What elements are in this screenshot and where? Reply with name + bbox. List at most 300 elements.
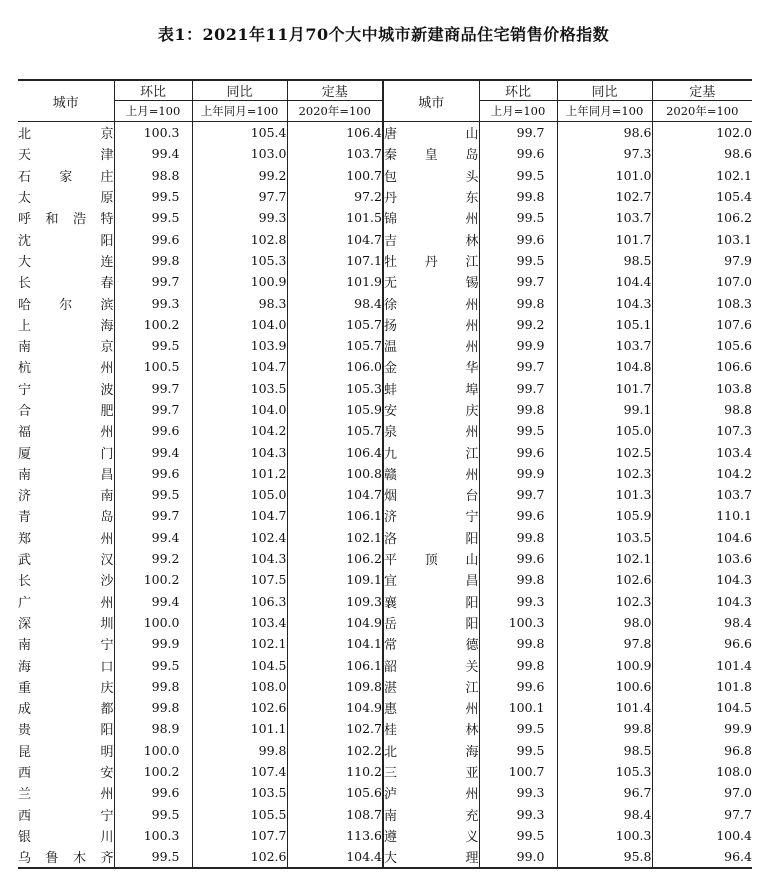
city-cell-right: 济宁	[383, 505, 479, 526]
city-cell-right: 岳阳	[383, 612, 479, 633]
fixed-cell-right: 97.0	[652, 782, 752, 803]
mom-cell-right: 99.6	[479, 548, 557, 569]
yoy-cell-left: 103.5	[192, 782, 287, 803]
yoy-cell-right: 103.5	[557, 527, 652, 548]
mom-cell-left: 99.4	[114, 143, 192, 164]
table-title: 表1：2021年11月70个大中城市新建商品住宅销售价格指数	[157, 25, 610, 44]
table-row	[18, 484, 752, 505]
yoy-cell-left: 104.0	[192, 314, 287, 335]
city-cell-right: 洛阳	[383, 527, 479, 548]
table-row	[18, 399, 752, 420]
mom-cell-left: 99.9	[114, 633, 192, 654]
yoy-cell-right: 104.3	[557, 292, 652, 313]
fixed-cell-left: 102.7	[287, 718, 383, 739]
fixed-cell-right: 96.6	[652, 633, 752, 654]
city-cell-right: 无锡	[383, 271, 479, 292]
fixed-subheader-left: 2020年=100	[287, 101, 383, 122]
mom-cell-right: 99.8	[479, 186, 557, 207]
yoy-cell-right: 98.6	[557, 122, 652, 144]
yoy-cell-right: 102.3	[557, 463, 652, 484]
mom-cell-right: 99.8	[479, 527, 557, 548]
city-cell-left: 北京	[18, 127, 114, 143]
fixed-cell-left: 107.1	[287, 250, 383, 271]
yoy-cell-left: 97.7	[192, 186, 287, 207]
fixed-cell-right: 107.0	[652, 271, 752, 292]
table-row	[18, 356, 752, 377]
fixed-cell-right: 104.3	[652, 591, 752, 612]
mom-cell-left: 98.9	[114, 718, 192, 739]
city-cell-left: 宁波	[18, 382, 114, 398]
city-cell-right: 锦州	[383, 207, 479, 228]
city-cell-left: 贵阳	[18, 723, 114, 739]
yoy-cell-left: 103.4	[192, 612, 287, 633]
table-row	[18, 420, 752, 441]
city-cell-right: 徐州	[383, 292, 479, 313]
table-row	[18, 676, 752, 697]
table-row	[18, 718, 752, 739]
city-cell-left: 厦门	[18, 446, 114, 462]
city-cell-right: 牡丹江	[383, 250, 479, 271]
city-cell-left: 福州	[18, 425, 114, 441]
yoy-cell-left: 103.5	[192, 378, 287, 399]
mom-cell-left: 99.6	[114, 420, 192, 441]
fixed-cell-left: 105.9	[287, 399, 383, 420]
fixed-cell-left: 105.3	[287, 378, 383, 399]
yoy-cell-left: 104.5	[192, 654, 287, 675]
price-index-table	[18, 79, 752, 869]
mom-subheader-left: 上月=100	[114, 101, 192, 122]
mom-cell-left: 99.6	[114, 782, 192, 803]
fixed-cell-right: 96.8	[652, 740, 752, 761]
mom-cell-right: 99.5	[479, 165, 557, 186]
mom-cell-left: 99.6	[114, 228, 192, 249]
yoy-cell-right: 101.7	[557, 378, 652, 399]
fixed-cell-right: 97.7	[652, 804, 752, 825]
mom-cell-left: 99.3	[114, 292, 192, 313]
fixed-cell-left: 104.4	[287, 846, 383, 868]
fixed-cell-left: 106.4	[287, 122, 383, 144]
yoy-cell-right: 104.4	[557, 271, 652, 292]
table-row	[18, 548, 752, 569]
table-row	[18, 335, 752, 356]
mom-cell-left: 99.5	[114, 186, 192, 207]
mom-cell-right: 99.9	[479, 463, 557, 484]
yoy-cell-right: 103.7	[557, 335, 652, 356]
mom-cell-right: 99.8	[479, 569, 557, 590]
mom-subheader-right: 上月=100	[479, 101, 557, 122]
city-cell-left: 南京	[18, 340, 114, 356]
fixed-cell-left: 98.4	[287, 292, 383, 313]
city-cell-right: 赣州	[383, 463, 479, 484]
fixed-cell-left: 104.9	[287, 612, 383, 633]
yoy-cell-left: 102.6	[192, 846, 287, 868]
city-cell-left: 天津	[18, 148, 114, 164]
yoy-cell-right: 100.6	[557, 676, 652, 697]
mom-cell-left: 99.2	[114, 548, 192, 569]
city-cell-left: 西宁	[18, 808, 114, 824]
yoy-cell-right: 102.5	[557, 441, 652, 462]
yoy-cell-left: 103.9	[192, 335, 287, 356]
mom-cell-right: 99.5	[479, 718, 557, 739]
yoy-subheader-left: 上年同月=100	[192, 101, 287, 122]
fixed-cell-left: 100.7	[287, 165, 383, 186]
fixed-cell-left: 102.2	[287, 740, 383, 761]
mom-cell-left: 100.0	[114, 612, 192, 633]
fixed-cell-left: 101.9	[287, 271, 383, 292]
city-cell-left: 广州	[18, 595, 114, 611]
mom-cell-right: 100.1	[479, 697, 557, 718]
mom-cell-right: 99.7	[479, 122, 557, 144]
mom-cell-right: 99.3	[479, 782, 557, 803]
fixed-cell-right: 98.8	[652, 399, 752, 420]
mom-cell-right: 99.0	[479, 846, 557, 868]
fixed-cell-left: 97.2	[287, 186, 383, 207]
city-cell-right: 秦皇岛	[383, 143, 479, 164]
yoy-cell-left: 107.7	[192, 825, 287, 846]
fixed-cell-left: 106.1	[287, 654, 383, 675]
fixed-cell-left: 109.1	[287, 569, 383, 590]
mom-cell-right: 99.6	[479, 143, 557, 164]
mom-cell-right: 99.8	[479, 399, 557, 420]
fixed-cell-right: 100.4	[652, 825, 752, 846]
yoy-cell-left: 104.2	[192, 420, 287, 441]
city-cell-left: 太原	[18, 191, 114, 207]
fixed-cell-right: 105.6	[652, 335, 752, 356]
city-cell-left: 昆明	[18, 744, 114, 760]
yoy-cell-left: 98.3	[192, 292, 287, 313]
city-header-right: 城市	[383, 80, 479, 122]
fixed-cell-right: 106.2	[652, 207, 752, 228]
mom-cell-left: 99.8	[114, 676, 192, 697]
mom-cell-right: 100.3	[479, 612, 557, 633]
fixed-cell-left: 100.8	[287, 463, 383, 484]
yoy-cell-left: 102.8	[192, 228, 287, 249]
yoy-cell-right: 101.7	[557, 228, 652, 249]
yoy-cell-left: 102.6	[192, 697, 287, 718]
city-cell-right: 大理	[383, 846, 479, 868]
city-cell-left: 兰州	[18, 787, 114, 803]
fixed-cell-left: 109.8	[287, 676, 383, 697]
city-cell-left: 上海	[18, 318, 114, 334]
mom-cell-left: 99.5	[114, 804, 192, 825]
mom-cell-right: 99.6	[479, 505, 557, 526]
mom-cell-right: 99.7	[479, 271, 557, 292]
mom-cell-right: 99.9	[479, 335, 557, 356]
city-cell-right: 桂林	[383, 718, 479, 739]
table-row	[18, 250, 752, 271]
table-row	[18, 527, 752, 548]
mom-header-right: 环比	[479, 80, 557, 101]
yoy-cell-right: 97.3	[557, 143, 652, 164]
city-cell-left: 呼和浩特	[18, 212, 114, 228]
fixed-cell-right: 102.1	[652, 165, 752, 186]
fixed-cell-right: 103.8	[652, 378, 752, 399]
yoy-cell-right: 95.8	[557, 846, 652, 868]
fixed-cell-left: 101.5	[287, 207, 383, 228]
mom-cell-left: 99.5	[114, 484, 192, 505]
fixed-cell-right: 104.5	[652, 697, 752, 718]
city-cell-left: 石家庄	[18, 169, 114, 185]
mom-cell-left: 99.7	[114, 399, 192, 420]
mom-cell-right: 99.5	[479, 207, 557, 228]
table-row	[18, 463, 752, 484]
table-row	[18, 591, 752, 612]
city-cell-right: 襄阳	[383, 591, 479, 612]
city-cell-right: 金华	[383, 356, 479, 377]
mom-cell-left: 99.7	[114, 505, 192, 526]
city-cell-left: 长沙	[18, 574, 114, 590]
fixed-cell-left: 105.6	[287, 782, 383, 803]
city-cell-left: 青岛	[18, 510, 114, 526]
city-cell-right: 九江	[383, 441, 479, 462]
city-cell-right: 遵义	[383, 825, 479, 846]
table-row	[18, 569, 752, 590]
mom-cell-left: 100.3	[114, 122, 192, 144]
mom-cell-left: 99.6	[114, 463, 192, 484]
city-cell-right: 常德	[383, 633, 479, 654]
fixed-cell-right: 98.4	[652, 612, 752, 633]
mom-cell-right: 99.6	[479, 676, 557, 697]
fixed-cell-right: 97.9	[652, 250, 752, 271]
mom-cell-left: 100.2	[114, 761, 192, 782]
yoy-cell-right: 102.6	[557, 569, 652, 590]
table-row	[18, 633, 752, 654]
yoy-cell-right: 98.5	[557, 250, 652, 271]
city-cell-right: 烟台	[383, 484, 479, 505]
fixed-cell-left: 108.7	[287, 804, 383, 825]
fixed-subheader-right: 2020年=100	[652, 101, 752, 122]
mom-header-left: 环比	[114, 80, 192, 101]
city-cell-right: 泉州	[383, 420, 479, 441]
yoy-cell-right: 98.5	[557, 740, 652, 761]
fixed-cell-left: 113.6	[287, 825, 383, 846]
city-cell-left: 武汉	[18, 553, 114, 569]
table-row	[18, 186, 752, 207]
city-cell-right: 吉林	[383, 228, 479, 249]
fixed-cell-right: 103.1	[652, 228, 752, 249]
mom-cell-left: 99.4	[114, 441, 192, 462]
yoy-cell-right: 105.9	[557, 505, 652, 526]
city-cell-right: 北海	[383, 740, 479, 761]
yoy-header-right: 同比	[557, 80, 652, 101]
yoy-cell-left: 105.5	[192, 804, 287, 825]
fixed-cell-right: 101.8	[652, 676, 752, 697]
yoy-cell-right: 101.3	[557, 484, 652, 505]
city-cell-left: 南宁	[18, 638, 114, 654]
mom-cell-left: 99.5	[114, 207, 192, 228]
table-row	[18, 207, 752, 228]
mom-cell-right: 99.3	[479, 591, 557, 612]
yoy-cell-right: 99.8	[557, 718, 652, 739]
fixed-cell-right: 107.3	[652, 420, 752, 441]
mom-cell-right: 99.7	[479, 378, 557, 399]
yoy-cell-right: 103.7	[557, 207, 652, 228]
mom-cell-left: 99.5	[114, 846, 192, 868]
city-cell-left: 南昌	[18, 467, 114, 483]
mom-cell-left: 100.5	[114, 356, 192, 377]
yoy-cell-right: 102.1	[557, 548, 652, 569]
mom-cell-left: 99.4	[114, 527, 192, 548]
city-cell-right: 扬州	[383, 314, 479, 335]
city-cell-right: 平顶山	[383, 548, 479, 569]
fixed-cell-left: 106.0	[287, 356, 383, 377]
city-cell-left: 长春	[18, 276, 114, 292]
mom-cell-left: 100.3	[114, 825, 192, 846]
yoy-cell-right: 99.1	[557, 399, 652, 420]
fixed-cell-right: 96.4	[652, 846, 752, 868]
fixed-cell-left: 106.4	[287, 441, 383, 462]
city-cell-right: 南充	[383, 804, 479, 825]
city-cell-left: 银川	[18, 829, 114, 845]
fixed-cell-right: 104.2	[652, 463, 752, 484]
yoy-cell-left: 102.1	[192, 633, 287, 654]
city-cell-left: 哈尔滨	[18, 297, 114, 313]
yoy-cell-right: 98.4	[557, 804, 652, 825]
city-cell-right: 三亚	[383, 761, 479, 782]
yoy-cell-left: 104.7	[192, 356, 287, 377]
city-cell-left: 西安	[18, 766, 114, 782]
city-cell-left: 成都	[18, 702, 114, 718]
city-cell-left: 济南	[18, 489, 114, 505]
fixed-cell-left: 105.7	[287, 335, 383, 356]
city-cell-right: 韶关	[383, 654, 479, 675]
mom-cell-left: 100.2	[114, 569, 192, 590]
fixed-cell-left: 102.1	[287, 527, 383, 548]
table-row	[18, 804, 752, 825]
table-row	[18, 654, 752, 675]
yoy-cell-left: 106.3	[192, 591, 287, 612]
city-cell-left: 合肥	[18, 404, 114, 419]
mom-cell-right: 99.7	[479, 484, 557, 505]
fixed-cell-right: 99.9	[652, 718, 752, 739]
fixed-cell-right: 108.3	[652, 292, 752, 313]
table-row	[18, 441, 752, 462]
table-row	[18, 740, 752, 761]
yoy-cell-left: 107.5	[192, 569, 287, 590]
yoy-cell-left: 99.8	[192, 740, 287, 761]
fixed-cell-left: 110.2	[287, 761, 383, 782]
mom-cell-right: 99.6	[479, 441, 557, 462]
fixed-cell-right: 103.6	[652, 548, 752, 569]
fixed-header-left: 定基	[287, 80, 383, 101]
table-row	[18, 697, 752, 718]
fixed-cell-left: 104.7	[287, 228, 383, 249]
city-cell-left: 大连	[18, 254, 114, 270]
fixed-cell-right: 104.6	[652, 527, 752, 548]
fixed-cell-right: 103.7	[652, 484, 752, 505]
city-cell-right: 包头	[383, 165, 479, 186]
city-cell-left: 沈阳	[18, 233, 114, 249]
mom-cell-right: 99.5	[479, 825, 557, 846]
yoy-cell-left: 108.0	[192, 676, 287, 697]
table-row	[18, 143, 752, 164]
yoy-cell-left: 105.0	[192, 484, 287, 505]
yoy-cell-right: 105.0	[557, 420, 652, 441]
yoy-cell-left: 104.3	[192, 548, 287, 569]
fixed-cell-right: 102.0	[652, 122, 752, 144]
table-body	[18, 122, 752, 869]
city-cell-left: 杭州	[18, 361, 114, 377]
fixed-cell-left: 103.7	[287, 143, 383, 164]
yoy-cell-left: 100.9	[192, 271, 287, 292]
city-cell-right: 湛江	[383, 676, 479, 697]
fixed-cell-left: 104.7	[287, 484, 383, 505]
mom-cell-left: 100.0	[114, 740, 192, 761]
yoy-cell-left: 101.1	[192, 718, 287, 739]
yoy-subheader-right: 上年同月=100	[557, 101, 652, 122]
table-row	[18, 505, 752, 526]
mom-cell-right: 100.7	[479, 761, 557, 782]
yoy-cell-right: 100.3	[557, 825, 652, 846]
table-row	[18, 314, 752, 335]
table-row	[18, 761, 752, 782]
city-cell-left: 郑州	[18, 531, 114, 547]
mom-cell-right: 99.8	[479, 633, 557, 654]
fixed-cell-right: 110.1	[652, 505, 752, 526]
yoy-cell-right: 104.8	[557, 356, 652, 377]
table-row	[18, 292, 752, 313]
mom-cell-left: 99.7	[114, 378, 192, 399]
mom-cell-right: 99.7	[479, 356, 557, 377]
city-cell-right: 蚌埠	[383, 378, 479, 399]
mom-cell-right: 99.5	[479, 420, 557, 441]
mom-cell-left: 99.8	[114, 697, 192, 718]
mom-cell-right: 99.8	[479, 292, 557, 313]
yoy-cell-right: 100.9	[557, 654, 652, 675]
fixed-cell-left: 109.3	[287, 591, 383, 612]
mom-cell-right: 99.5	[479, 740, 557, 761]
table-row	[18, 846, 752, 868]
yoy-cell-right: 96.7	[557, 782, 652, 803]
fixed-cell-left: 106.1	[287, 505, 383, 526]
yoy-cell-left: 102.4	[192, 527, 287, 548]
yoy-header-left: 同比	[192, 80, 287, 101]
yoy-cell-right: 105.1	[557, 314, 652, 335]
fixed-header-right: 定基	[652, 80, 752, 101]
fixed-cell-right: 105.4	[652, 186, 752, 207]
fixed-cell-right: 108.0	[652, 761, 752, 782]
yoy-cell-right: 97.8	[557, 633, 652, 654]
city-cell-right: 安庆	[383, 399, 479, 420]
city-cell-left: 深圳	[18, 616, 114, 632]
table-row	[18, 612, 752, 633]
fixed-cell-left: 105.7	[287, 420, 383, 441]
table-row	[18, 378, 752, 399]
mom-cell-left: 99.4	[114, 591, 192, 612]
yoy-cell-left: 104.0	[192, 399, 287, 420]
fixed-cell-right: 107.6	[652, 314, 752, 335]
yoy-cell-right: 101.4	[557, 697, 652, 718]
city-cell-left: 海口	[18, 659, 114, 675]
table-row	[18, 271, 752, 292]
mom-cell-left: 100.2	[114, 314, 192, 335]
yoy-cell-left: 105.4	[192, 122, 287, 144]
fixed-cell-right: 98.6	[652, 143, 752, 164]
yoy-cell-left: 103.0	[192, 143, 287, 164]
mom-cell-right: 99.8	[479, 654, 557, 675]
mom-cell-left: 99.5	[114, 654, 192, 675]
fixed-cell-right: 101.4	[652, 654, 752, 675]
fixed-cell-left: 105.7	[287, 314, 383, 335]
yoy-cell-right: 105.3	[557, 761, 652, 782]
fixed-cell-left: 106.2	[287, 548, 383, 569]
city-cell-right: 宜昌	[383, 569, 479, 590]
table-row	[18, 228, 752, 249]
fixed-cell-left: 104.1	[287, 633, 383, 654]
fixed-cell-right: 104.3	[652, 569, 752, 590]
mom-cell-left: 99.5	[114, 335, 192, 356]
table-row	[18, 782, 752, 803]
